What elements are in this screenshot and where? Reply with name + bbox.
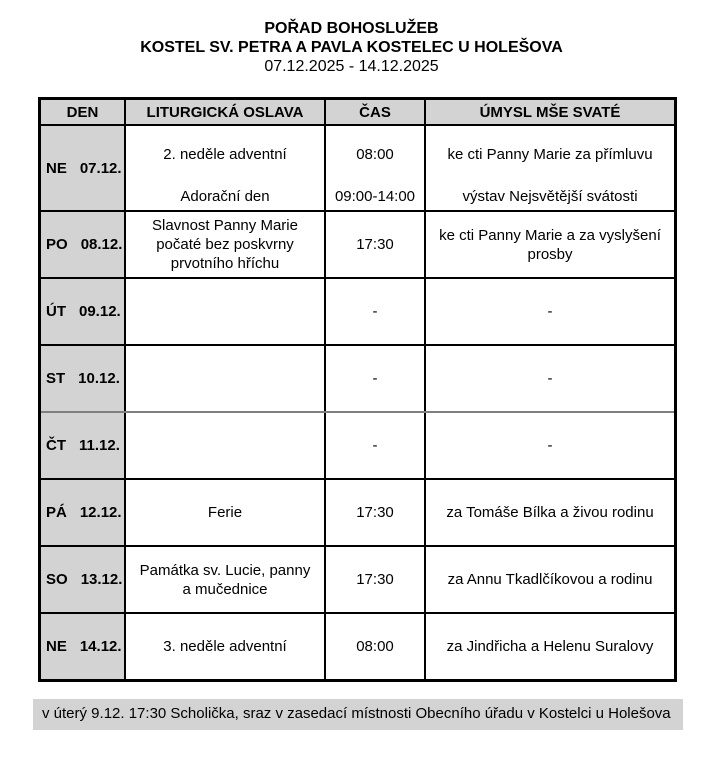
day-abbr: PÁ (46, 504, 67, 521)
intention-text: - (547, 370, 553, 387)
day-abbr: ST (46, 370, 66, 387)
date-range: 07.12.2025 - 14.12.2025 (264, 58, 439, 75)
title-block (0, 19, 703, 77)
liturgy-cell (126, 547, 326, 612)
intention-cell (426, 126, 674, 210)
time-cell (326, 547, 426, 612)
time-cell (326, 413, 426, 478)
intention-text: - (547, 437, 553, 454)
time-cell (326, 614, 426, 679)
day-abbr: ČT (46, 437, 66, 454)
time-text: 17:30 (356, 571, 394, 588)
liturgy-text: Adorační den (180, 188, 270, 205)
liturgy-cell (126, 279, 326, 344)
table-row (41, 411, 674, 478)
day-abbr: PO (46, 236, 68, 253)
column-header-liturgicka-oslava: LITURGICKÁ OSLAVA (126, 100, 326, 126)
liturgy-text: 2. neděle adventní (163, 146, 287, 163)
day-date: 11.12. (79, 437, 120, 454)
day-cell (41, 547, 126, 612)
table-row (41, 210, 674, 277)
day-date: 12.12. (79, 504, 122, 521)
time-cell (326, 126, 426, 210)
day-date: 14.12. (79, 638, 122, 655)
day-cell (41, 346, 126, 411)
time-text: 17:30 (356, 504, 394, 521)
announcement-note: v úterý 9.12. 17:30 Scholička, sraz v zasedací místnosti Obecního úřadu v Kostelci u Holešova (33, 699, 683, 730)
day-abbr: SO (46, 571, 68, 588)
intention-cell (426, 212, 674, 277)
day-cell (41, 413, 126, 478)
time-text: - (372, 437, 378, 454)
intention-cell (426, 413, 674, 478)
day-date: 07.12. (79, 159, 122, 177)
time-cell (326, 279, 426, 344)
column-header-den: DEN (41, 100, 126, 126)
table-header-row (41, 100, 674, 126)
liturgy-cell (126, 126, 326, 210)
intention-cell (426, 480, 674, 545)
schedule-table (38, 97, 677, 682)
liturgy-cell (126, 346, 326, 411)
table-row (41, 545, 674, 612)
table-row (41, 478, 674, 545)
table-row (41, 277, 674, 344)
liturgy-cell (126, 212, 326, 277)
intention-cell (426, 547, 674, 612)
time-text: 09:00-14:00 (334, 188, 416, 205)
day-date: 09.12. (79, 303, 121, 320)
intention-cell (426, 346, 674, 411)
time-text: - (372, 370, 378, 387)
page-subtitle: KOSTEL SV. PETRA A PAVLA KOSTELEC U HOLEŠOVA (140, 39, 563, 56)
intention-text: za Tomáše Bílka a živou rodinu (446, 504, 654, 521)
day-cell (41, 212, 126, 277)
liturgy-text: Slavnost Panny Marie počaté bez poskvrny prvotního hříchu (152, 217, 298, 272)
day-cell (41, 126, 126, 210)
intention-cell (426, 614, 674, 679)
liturgy-text (126, 346, 324, 411)
day-cell (41, 614, 126, 679)
page-title: POŘAD BOHOSLUŽEB (264, 20, 439, 37)
day-date: 10.12. (78, 370, 120, 387)
time-cell (326, 346, 426, 411)
column-header-cas: ČAS (326, 100, 426, 126)
table-row (41, 612, 674, 679)
liturgy-text: Památka sv. Lucie, panny a mučednice (139, 561, 311, 598)
day-date: 13.12. (80, 571, 123, 588)
day-abbr: ÚT (46, 303, 66, 320)
liturgy-text (126, 413, 324, 478)
time-text: 17:30 (356, 236, 394, 253)
intention-text: ke cti Panny Marie za přímluvu (447, 146, 653, 163)
column-header-umysl-mse-svate: ÚMYSL MŠE SVATÉ (426, 100, 674, 126)
liturgy-cell (126, 413, 326, 478)
time-text: 08:00 (356, 638, 394, 655)
day-cell (41, 279, 126, 344)
intention-text: za Annu Tkadlčíkovou a rodinu (447, 571, 653, 588)
day-cell (41, 480, 126, 545)
time-text: - (372, 303, 378, 320)
time-text: 08:00 (356, 146, 394, 163)
time-cell (326, 212, 426, 277)
day-date: 08.12. (80, 236, 123, 253)
intention-text: ke cti Panny Marie a za vyslyšení prosby (439, 226, 661, 263)
day-abbr: NE (46, 159, 67, 177)
liturgy-cell (126, 614, 326, 679)
liturgy-text (126, 279, 324, 344)
intention-text: - (547, 303, 553, 320)
liturgy-cell (126, 480, 326, 545)
table-row (41, 344, 674, 411)
time-cell (326, 480, 426, 545)
intention-text: za Jindřicha a Helenu Suralovy (446, 638, 654, 655)
liturgy-text: 3. neděle adventní (163, 638, 287, 655)
intention-text: výstav Nejsvětější svátosti (462, 188, 638, 205)
table-row (41, 126, 674, 210)
day-abbr: NE (46, 638, 67, 655)
intention-cell (426, 279, 674, 344)
liturgy-text: Ferie (207, 504, 243, 521)
